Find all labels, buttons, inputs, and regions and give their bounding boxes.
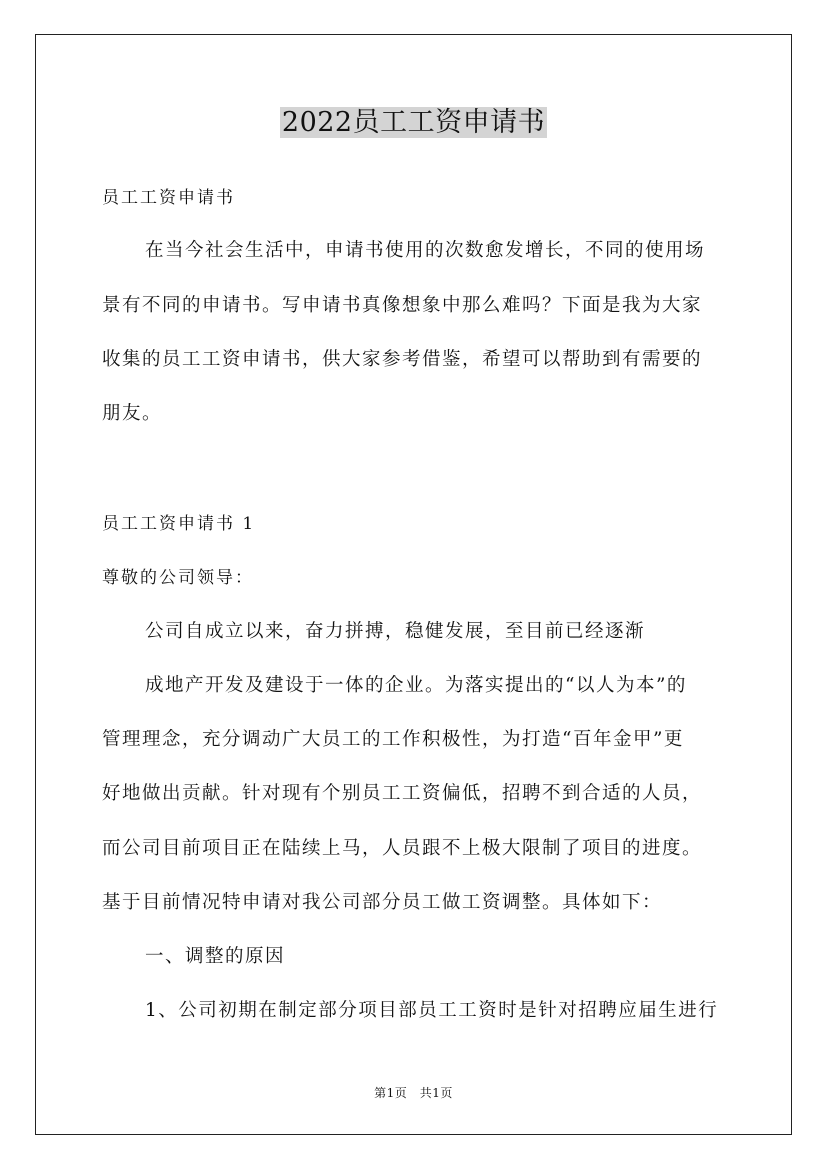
intro-line-4: 朋友。	[102, 403, 163, 424]
body-line-5: 而公司目前项目正在陆续上马，人员跟不上极大限制了项目的进度。	[102, 838, 703, 859]
body-line-4: 好地做出贡献。针对现有个别员工工资偏低，招聘不到合适的人员，	[102, 783, 703, 804]
body-line-2: 成地产开发及建设于一体的企业。为落实提出的“以人为本”的	[145, 675, 687, 696]
body-line-3: 管理理念，充分调动广大员工的工作积极性，为打造“百年金甲”更	[102, 729, 684, 750]
body-line-7: 一、调整的原因	[145, 946, 286, 967]
document-title-wrap	[0, 100, 827, 139]
intro-line-2: 景有不同的申请书。写申请书真像想象中那么难吗？下面是我为大家	[102, 295, 703, 316]
intro-line-1: 在当今社会生活中，申请书使用的次数愈发增长，不同的使用场	[145, 240, 706, 261]
page-footer: 第1页 共1页	[374, 1086, 453, 1100]
document-title: 2022员工工资申请书	[281, 107, 546, 138]
salutation: 尊敬的公司领导：	[102, 568, 254, 588]
subtitle-heading: 员工工资申请书	[102, 188, 235, 208]
body-line-6: 基于目前情况特申请对我公司部分员工做工资调整。具体如下：	[102, 892, 663, 913]
body-line-1: 公司自成立以来，奋力拼搏，稳健发展，至目前已经逐渐	[145, 621, 646, 642]
body-line-8: 1、公司初期在制定部分项目部员工工资时是针对招聘应届生进行	[145, 1000, 719, 1021]
intro-line-3: 收集的员工工资申请书，供大家参考借鉴，希望可以帮助到有需要的	[102, 349, 703, 370]
section-heading: 员工工资申请书 1	[102, 514, 256, 534]
